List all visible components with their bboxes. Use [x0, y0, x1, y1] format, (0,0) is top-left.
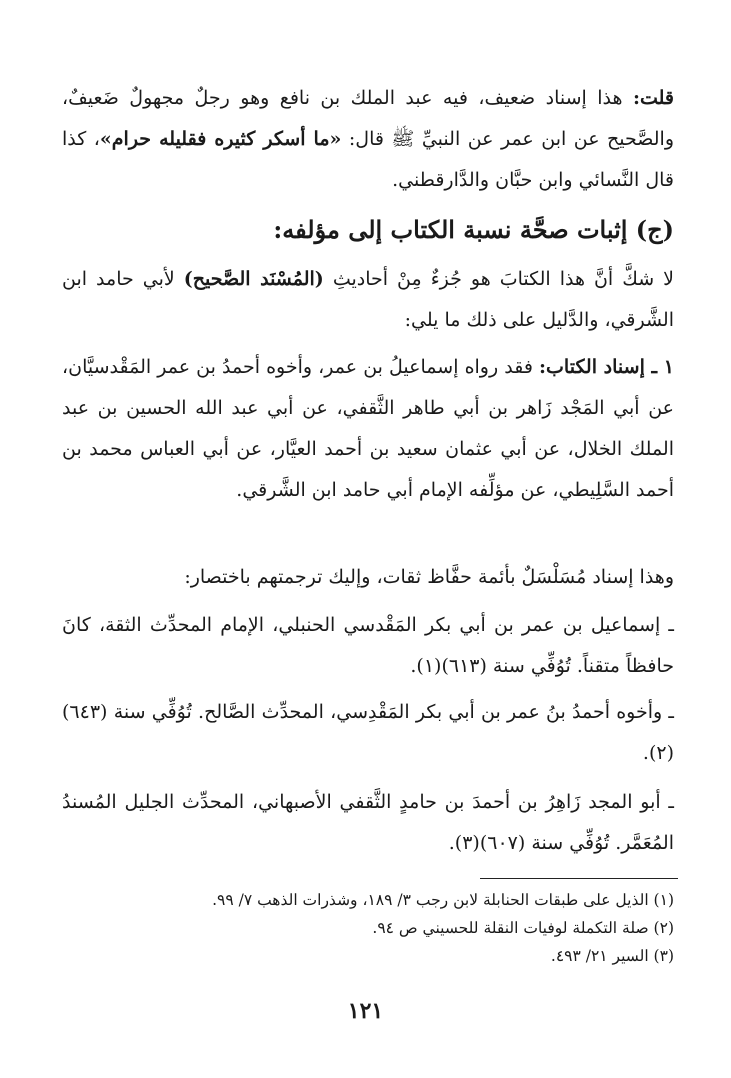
section-heading [62, 210, 674, 250]
footnote-1: (١) الذيل على طبقات الحنابلة لابن رجب ٣/ ١٨٩، وشذرات الذهب ٧/ ٩٩. [212, 891, 674, 909]
section-heading-text: (ج) إثبات صحَّة نسبة الكتاب إلى مؤلفه: [273, 215, 674, 244]
para7-text: ـ أبو المجد زَاهِرُ بن أحمدَ بن حامدٍ الثَّقفي الأصبهاني، المحدِّث الجليل المُسندُ المُعَمَّر. تُوُفِّي سنة (٦٠٧)(٣). [62, 791, 674, 854]
para1-hadith-quote: «ما أسكر كثيره فقليله حرام» [99, 128, 342, 150]
para1-text2: ، كذا قال النَّسائي وابن حبَّان والدَّارقطني. [62, 128, 674, 191]
footnotes [62, 886, 674, 970]
paragraph-6 [62, 692, 674, 774]
para2-text1: لا شكَّ أنَّ هذا الكتابَ هو جُزءٌ مِنْ أحاديثِ [323, 268, 674, 290]
footnote-3: (٣) السير ٢١/ ٤٩٣. [550, 947, 674, 965]
paragraph-1 [62, 78, 674, 201]
paragraph-5 [62, 605, 674, 687]
paragraph-3 [62, 347, 674, 511]
para1-lead: قلت: [632, 87, 674, 109]
para5-text: ـ إسماعيل بن عمر بن أبي بكر المَقْدسي الحنبلي، الإمام المحدِّث الثقة، كانَ حافظاً متقناً. تُوُفِّي سنة (٦١٣)(١). [62, 614, 674, 677]
footnote-2: (٢) صلة التكملة لوفيات النقلة للحسيني ص ٩٤. [372, 919, 674, 937]
para4-text: وهذا إسناد مُسَلْسَلٌ بأئمة حفَّاظ ثقات، وإليك ترجمتهم باختصار: [184, 566, 674, 588]
para6-text: ـ وأخوه أحمدُ بنُ عمر بن أبي بكر المَقْدِسي، المحدِّث الصَّالح. تُوُفِّي سنة (٦٤٣)(٢). [62, 701, 674, 764]
paragraph-7 [62, 782, 674, 864]
para1-text1: هذا إسناد ضعيف، فيه عبد الملك بن نافع وهو رجلٌ مجهولٌ ضَعيفٌ، والصَّحيح عن ابن عمر عن النبيِّ ﷺ قال: [62, 87, 674, 150]
page-number: ١٢١ [347, 998, 384, 1024]
para3-text: فقد رواه إسماعيلُ بن عمر، وأخوه أحمدُ بن عمر المَقْدسيَّان، عن أبي المَجْد زَاهر بن أبي طاهر الثَّقفي، عن أبي عبد الله الحسين بن عبد الملك الخلال، عن أبي عثمان سعيد بن أحمد العيَّار، عن أبي العباس محمد بن أحمد السَّلِيطي، عن مؤلِّفه الإمام أبي حامد ابن الشَّرقي. [62, 356, 674, 501]
para2-text2: لأبي حامد ابن الشَّرقي، والدَّليل على ذلك ما يلي: [62, 268, 674, 331]
paragraph-4 [62, 557, 674, 598]
paragraph-2 [62, 259, 674, 341]
footnote-divider [480, 878, 678, 879]
para3-lead: ١ ـ إسناد الكتاب: [539, 356, 674, 378]
para2-book-title: (المُسْنَد الصَّحيح) [183, 268, 324, 290]
